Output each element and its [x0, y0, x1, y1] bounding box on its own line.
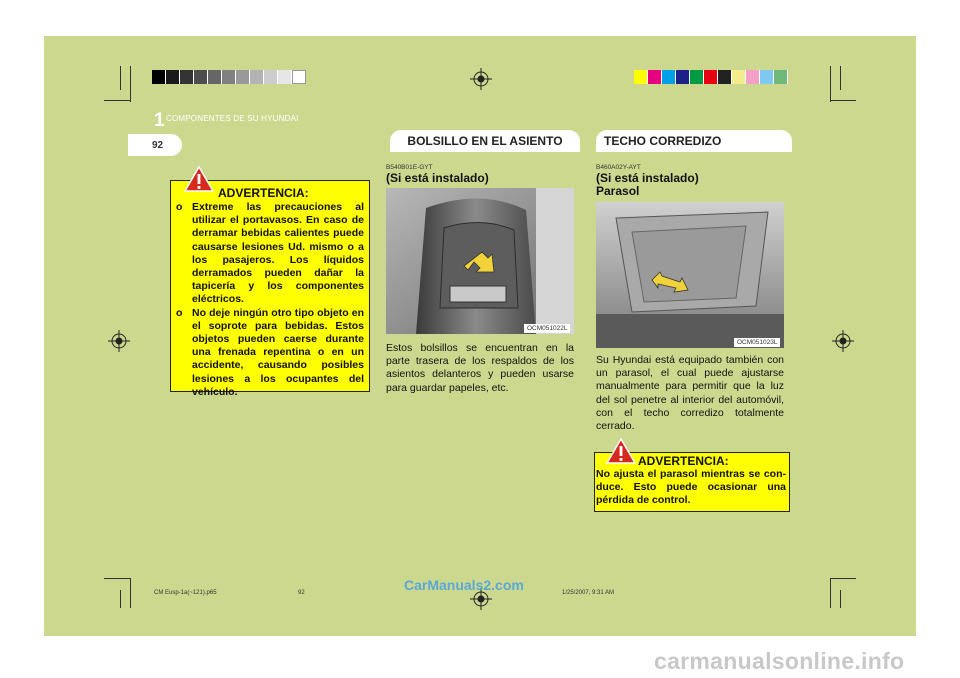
warning-text: No ajusta el parasol mientras se con-duce. Esto puede ocasionar una pérdida de control. — [596, 468, 786, 507]
crop-mark — [830, 578, 831, 608]
crop-mark — [120, 590, 121, 608]
footer-date: 1/25/2007, 9:31 AM — [562, 590, 615, 596]
warning-triangle-icon — [184, 166, 214, 192]
warning-title: ADVERTENCIA: — [218, 186, 309, 200]
section-heading: (Si está instalado) — [596, 171, 699, 185]
crop-mark — [104, 578, 130, 579]
chapter-number: 1 — [154, 110, 165, 131]
section-subheading: Parasol — [596, 184, 640, 198]
chapter-title: COMPONENTES DE SU HYUNDAI — [166, 114, 299, 123]
section-tab-seat-pocket: BOLSILLO EN EL ASIENTO — [390, 130, 580, 152]
section-code: B540B01E-GYT — [386, 164, 433, 171]
seat-pocket-description: Estos bolsillos se encuentran en la parte trasera de los respaldos de los asientos delanteros y pueden usarse para guardar papeles, etc. — [386, 342, 574, 394]
crop-mark — [840, 66, 841, 90]
page-number: 92 — [152, 140, 164, 151]
color-calibration-bar — [634, 70, 788, 84]
warning-item-text: Extreme las precauciones al utilizar el portavasos. En caso de derramar bebidas calientes puede causarse lesiones Ud. mismo o a los pasajeros. Los líquidos derramados pueden dañar la tapicería y los componentes eléctricos. — [192, 201, 364, 306]
crop-mark — [130, 66, 131, 102]
image-caption: OCM051023L — [734, 338, 780, 347]
crop-mark — [130, 578, 131, 608]
warning-text — [176, 201, 364, 399]
warning-list-item — [176, 307, 364, 399]
grayscale-calibration-bar — [152, 70, 306, 84]
registration-target-icon — [832, 330, 854, 352]
bullet-marker: o — [176, 201, 183, 213]
crop-mark — [830, 66, 831, 102]
warning-item-text: No deje ningún otro tipo objeto en el soprote para bebidas. Estos objetos pueden caerse durante una frenada repentina o en un accidente, causando posibles lesiones a los ocupantes del vehículo. — [192, 306, 364, 398]
crop-mark — [830, 100, 856, 101]
sunroof-photo — [596, 202, 784, 348]
warning-title: ADVERTENCIA: — [638, 454, 729, 468]
sunroof-description: Su Hyundai está equipado también con un parasol, el cual puede ajustarse manualmente para permitir que la luz del sol penetre al interior del automóvil, con el techo corredizo totalmente cerrado. — [596, 354, 784, 433]
section-code: B460A02Y-AYT — [596, 164, 641, 171]
watermark-carmanualsonline[interactable]: carmanualsonline.info — [654, 648, 905, 674]
crop-mark — [840, 590, 841, 608]
watermark-carmanuals[interactable]: CarManuals2.com — [404, 577, 524, 593]
warning-list-item — [176, 201, 364, 307]
crop-mark — [104, 100, 130, 101]
footer-page: 92 — [298, 590, 305, 596]
section-tab-sunroof: TECHO CORREDIZO — [596, 130, 792, 152]
seat-pocket-photo — [386, 188, 574, 334]
registration-target-icon — [470, 68, 492, 90]
image-caption: OCM051022L — [524, 324, 570, 333]
section-heading: (Si está instalado) — [386, 171, 489, 185]
registration-target-icon — [108, 330, 130, 352]
warning-triangle-icon — [606, 438, 636, 464]
crop-mark — [830, 578, 856, 579]
bullet-marker: o — [176, 306, 183, 319]
footer-filename: CM Eusp-1a(~121).p65 — [154, 590, 217, 596]
crop-mark — [120, 66, 121, 90]
